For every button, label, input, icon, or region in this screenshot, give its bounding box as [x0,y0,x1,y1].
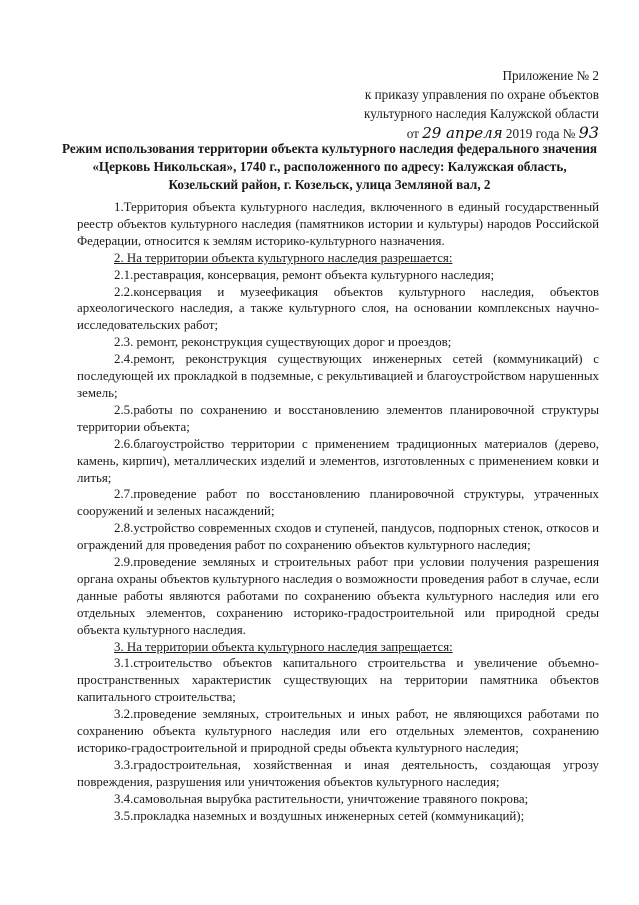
paragraph-3-3: 3.3.градостроительная, хозяйственная и иная деятельность, создающая угрозу повреждения, разрушения или уничтожения объектов культурного наследия; [77,757,599,789]
handwritten-order-number: 93 [578,123,599,142]
paragraph-2-4: 2.4.ремонт, реконструкция существующих инженерных сетей (коммуникаций) с последующей их прокладкой в подземные, с рекультивацией и благоустройством нарушенных земель; [77,352,599,400]
appendix-header [364,66,599,143]
paragraph-2-1: 2.1.реставрация, консервация, ремонт объекта культурного наследия; [114,267,495,282]
paragraph-2-5: 2.5.работы по сохранению и восстановлению элементов планировочной структуры территории объекта; [77,402,599,434]
paragraph-3-4: 3.4.самовольная вырубка растительности, уничтожение травяного покрова; [114,791,529,806]
paragraph-2-3: 2.3. ремонт, реконструкция существующих дорог и проездов; [114,335,452,350]
document-body [77,199,599,825]
paragraph-2-9: 2.9.проведение земляных и строительных работ при условии получения разрешения органа охраны объектов культурного наследия о возможности проведения работ в случае, если данные работы являются работами по сохранению объекта культурного наследия или его отдельных элементов, сохранению историко-градостроительной или природной среды объекта культурного наследия. [77,555,599,637]
paragraph-2-2: 2.2.консервация и музеефикация объектов культурного наследия, объектов археологического наследия, а также культурного слоя, на основании комплексных научно-исследовательских работ; [77,284,599,333]
paragraph-2-6: 2.6.благоустройство территории с применением традиционных материалов (дерево, камень, кирпич), металлических изделий и элементов, изготовленных с применением ковки и литья; [77,436,599,485]
authority-name: культурного наследия Калужской области [364,106,599,121]
section-3-heading: 3. На территории объекта культурного наследия запрещается: [114,639,453,654]
order-reference: к приказу управления по охране объектов [364,87,599,102]
document-title: Режим использования территории объекта культурного наследия федерального значения «Церковь Никольская», 1740 г., расположенного по адресу: Калужская область, Козельский район, г. Козельск, улица Земляной вал, 2 [61,141,598,192]
handwritten-date: 29 апреля [422,124,503,142]
section-2-heading: 2. На территории объекта культурного наследия разрешается: [114,250,453,265]
paragraph-1: 1.Территория объекта культурного наследия, включенного в единый государственный реестр объектов культурного наследия (памятников истории и культуры) народов Российской Федерации, относится к землям историко-культурного назначения. [77,200,599,248]
paragraph-2-7: 2.7.проведение работ по восстановлению планировочной структуры, утраченных сооружений и зеленых насаждений; [77,487,599,519]
order-year: 2019 года № [505,126,576,141]
appendix-number: Приложение № 2 [502,68,599,83]
paragraph-3-5: 3.5.прокладка наземных и воздушных инженерных сетей (коммуникаций); [114,808,525,823]
paragraph-2-8: 2.8.устройство современных сходов и ступеней, пандусов, подпорных стенок, откосов и ограждений для проведения работ по сохранению объектов культурного наследия; [77,521,599,553]
date-prefix: от [406,126,419,141]
paragraph-3-1: 3.1.строительство объектов капитального строительства и увеличение объемно-пространственных характеристик существующих на территории памятника объектов капитального строительства; [77,656,599,705]
paragraph-3-2: 3.2.проведение земляных, строительных и иных работ, не являющихся работами по сохранению объекта культурного наследия или его отдельных элементов, сохранению историко-градостроительной и природной среды объекта культурного наследия; [77,707,599,755]
